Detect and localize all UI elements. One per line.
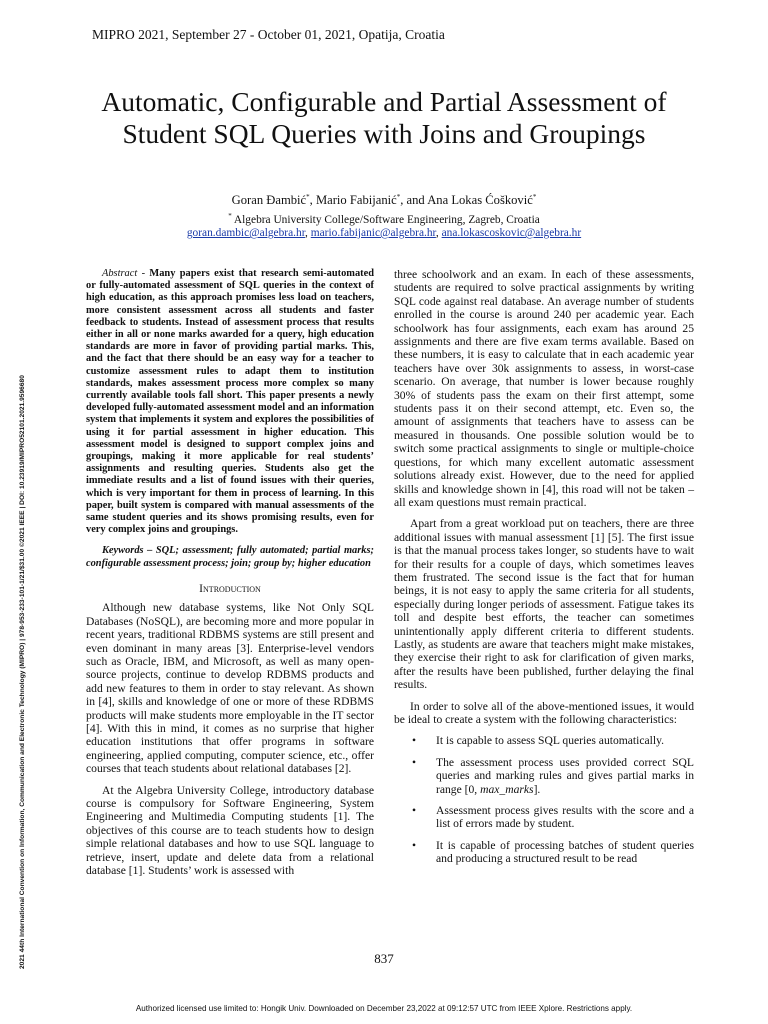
- keywords: Keywords – SQL; assessment; fully automated; partial marks; configurable assessment process; join; group by; higher education: [86, 545, 374, 569]
- license-footer: Authorized licensed use limited to: Hongik Univ. Downloaded on December 23,2022 at 09:12:57 UTC from IEEE Xplore. Restrictions apply.: [135, 1004, 633, 1013]
- bullet-icon: •: [412, 755, 417, 769]
- list-item: [394, 804, 694, 831]
- body-paragraph: three schoolwork and an exam. In each of these assessments, students are required to solve practical assignments by writing SQL code against real database. An average number of students enrolled in the course is around 240 per academic year. Each schoolwork has four assignments, each exam has around 25 assignments and there are five exam terms available. Based on these numbers, it is easy to calculate that in each academic year teachers have over 30k assignments to assess, in worst-case scenario. On average, that number is lower because roughly 30% of students pass the exam on their first attempt, some students pass it on their second attempt, etc. Even so, the amount of assignments that teachers have to assess can be measured in thousands. One possible solution would be to switch some practical assignments to single or multiple-choice questions, for which many excellent automatic assessment solutions already exist. However, due to the need for applied skills and knowledge shown in [4], this road will not be taken – all exam questions must remain practical.: [394, 268, 694, 509]
- email-separator: ,: [435, 227, 442, 239]
- author-separator: , and: [400, 193, 428, 208]
- paper-title: Automatic, Configurable and Partial Assessment of Student SQL Queries with Joins and Groupings: [101, 86, 667, 149]
- email-link[interactable]: ana.lokascoskovic@algebra.hr: [441, 227, 582, 239]
- bullet-icon: •: [412, 838, 417, 852]
- email-link[interactable]: mario.fabijanic@algebra.hr: [310, 227, 436, 239]
- bullet-icon: •: [412, 804, 417, 818]
- list-item-text: The assessment process uses provided correct SQL queries and marking rules and gives partial marks in range [0,: [436, 755, 694, 796]
- list-item: [394, 734, 694, 747]
- affiliation-mark: *: [306, 193, 310, 201]
- list-item-text: Assessment process gives results with the score and a list of errors made by student.: [436, 804, 694, 831]
- left-column: [86, 268, 374, 885]
- doi-side-text: 2021 44th International Convention on Information, Communication and Electronic Technology (MIPRO) | 978-953-233-101-1/21/$31.00 ©2021 IEEE | DOI: 10.23919/MIPRO52101.2021.9596680: [19, 375, 26, 969]
- body-paragraph: In order to solve all of the above-mentioned issues, it would be ideal to create a system with the following characteristics:: [394, 699, 694, 726]
- author-name: Mario Fabijanić: [315, 193, 397, 208]
- body-paragraph: At the Algebra University College, introductory database course is compulsory for Software Engineering, System Engineering and Multimedia Computing students [1]. The objectives of this course are to teach students how to design simple relational databases and how to use SQL language to retrieve, insert, update and delete data from a relational database [1]. Students’ work is assessed with: [86, 783, 374, 877]
- email-list: [0, 227, 768, 239]
- abstract-label: Abstract -: [102, 268, 150, 279]
- author-list: [0, 193, 768, 208]
- author-name: Ana Lokas Ćošković: [427, 193, 533, 208]
- email-separator: ,: [305, 227, 311, 239]
- email-link[interactable]: goran.dambic@algebra.hr: [186, 227, 306, 239]
- author-name: Goran Đambić: [231, 193, 307, 208]
- abstract-body: Many papers exist that research semi-automated or fully-automated assessment of SQL queries in the context of high education, as this approach promises less load on teachers, more consistent assessment across all students and faster feedback to students. Instead of assessment process that results either in all or none marks awarded for a query, high education standards are more in favor of providing partial marks. This, and the fact that there should be an easy way for a teacher to customize assessment rules to adapt them to institution standards, makes assessment process more complex so many currently available tools fall short. This paper presents a newly developed fully-automated assessment model and an information system that implements it system and explores the possibilities of using it for partial assessment in higher education. This assessment model is designed to support complex joins and groupings, making it more applicable for real students’ assignments and resulting queries. Students also get the immediate results and a list of found issues with their queries, which is very important for them in process of learning. In this paper, built system is compared with manual assessments of the same student queries and its shows promising results, even for very complex joins and groupings.: [86, 268, 374, 536]
- right-column: [394, 268, 694, 874]
- author-separator: ,: [309, 193, 316, 208]
- list-item: [394, 756, 694, 796]
- list-item-emphasis: max_marks: [480, 782, 534, 796]
- section-heading-introduction: Introduction: [199, 581, 261, 595]
- list-item: [394, 839, 694, 866]
- affiliation-mark: *: [228, 212, 232, 220]
- conference-header: MIPRO 2021, September 27 - October 01, 2021, Opatija, Croatia: [92, 27, 445, 42]
- list-item-text: It is capable to assess SQL queries automatically.: [436, 734, 665, 748]
- body-paragraph: Although new database systems, like Not Only SQL Databases (NoSQL), are becoming more and more popular in recent years, traditional RDBMS systems are still present and even dominant in many areas [3]. Enterprise-level vendors such as Oracle, IBM, and Microsoft, as well as many open-source projects, continue to develop RDBMS products and add new features to them in order to stay relevant. As shown in [4], skills and knowledge of one or more of these RDBMS products will make students more employable in the IT sector [4]. With this in mind, it comes as no surprise that higher education institutions that offer programs in software engineering, applied computing, computer science, etc., offer courses that teach students about relational databases [2].: [86, 601, 374, 776]
- characteristics-list: [394, 734, 694, 865]
- affiliation-mark: *: [396, 193, 401, 201]
- body-paragraph: Apart from a great workload put on teachers, there are three additional issues with manual assessment [1] [5]. The first issue is that the manual process takes longer, so students have to wait for their results for a couple of days, which sometimes leaves them frustrated. The second issue is the fact that for human beings, it is not easy to apply the same criteria for all students, especially during longer periods of assessment. Fatigue takes its toll and despite best efforts, the teacher can sometimes unintentionally apply different criteria to different students. Lastly, as students are aware that teachers might make mistakes, they exercise their right to ask for clarification of given marks, after the results have been published, further delaying the final results.: [394, 517, 694, 692]
- affiliation-mark: *: [532, 193, 537, 201]
- affiliation-text: Algebra University College/Software Engineering, Zagreb, Croatia: [231, 213, 540, 226]
- bullet-icon: •: [412, 734, 417, 748]
- abstract: [86, 268, 374, 536]
- page-number: 837: [374, 951, 394, 966]
- affiliation: [0, 212, 768, 226]
- list-item-text: ].: [533, 782, 541, 796]
- list-item-text: It is capable of processing batches of student queries and producing a structured result to be read: [436, 838, 694, 866]
